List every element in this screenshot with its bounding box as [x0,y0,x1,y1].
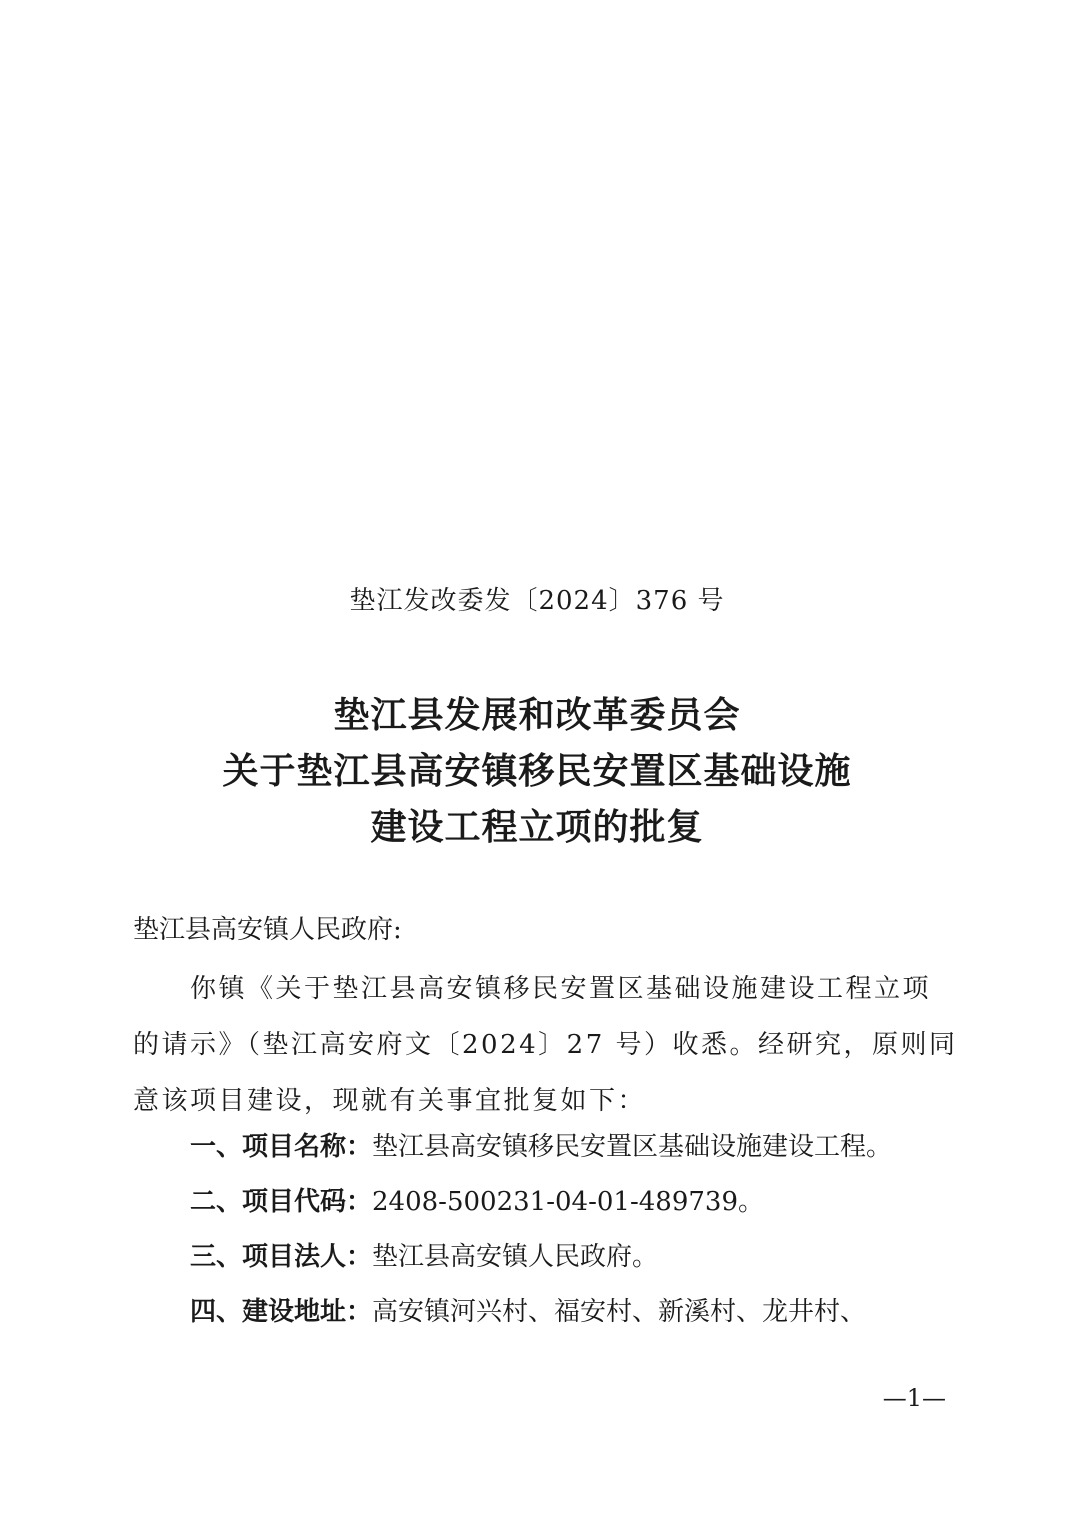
item-label: 三、项目法人： [190,1242,373,1272]
item-value: 垫江县高安镇人民政府。 [372,1242,659,1272]
title-line-3: 建设工程立项的批复 [370,807,704,848]
item-label: 一、项目名称： [190,1132,373,1162]
item-project-legal-person [190,1239,658,1275]
salutation: 垫江县高安镇人民政府: [133,915,402,945]
title-line-1: 垫江县发展和改革委员会 [333,695,741,736]
item-value: 高安镇河兴村、福安村、新溪村、龙井村、 [372,1297,867,1327]
item-project-name [190,1129,892,1165]
document-title [0,688,1074,856]
paragraph-line-1: 你镇《关于垫江县高安镇移民安置区基础设施建设工程立项 [190,974,932,1004]
item-label: 四、建设地址： [190,1297,373,1327]
item-value: 2408-500231-04-01-489739。 [372,1187,764,1217]
item-label: 二、项目代码： [190,1187,373,1217]
paragraph-line-3: 意该项目建设，现就有关事宜批复如下： [133,1086,647,1116]
item-value: 垫江县高安镇移民安置区基础设施建设工程。 [372,1132,893,1162]
page-number: —1— [882,1384,946,1412]
title-line-2: 关于垫江县高安镇移民安置区基础设施 [222,751,852,792]
item-construction-address [190,1294,866,1330]
item-project-code [190,1184,764,1220]
document-number: 垫江发改委发〔2024〕376 号 [349,586,725,616]
paragraph-line-2: 的请示》（垫江高安府文〔2024〕27 号）收悉。经研究，原则同 [133,1030,958,1060]
